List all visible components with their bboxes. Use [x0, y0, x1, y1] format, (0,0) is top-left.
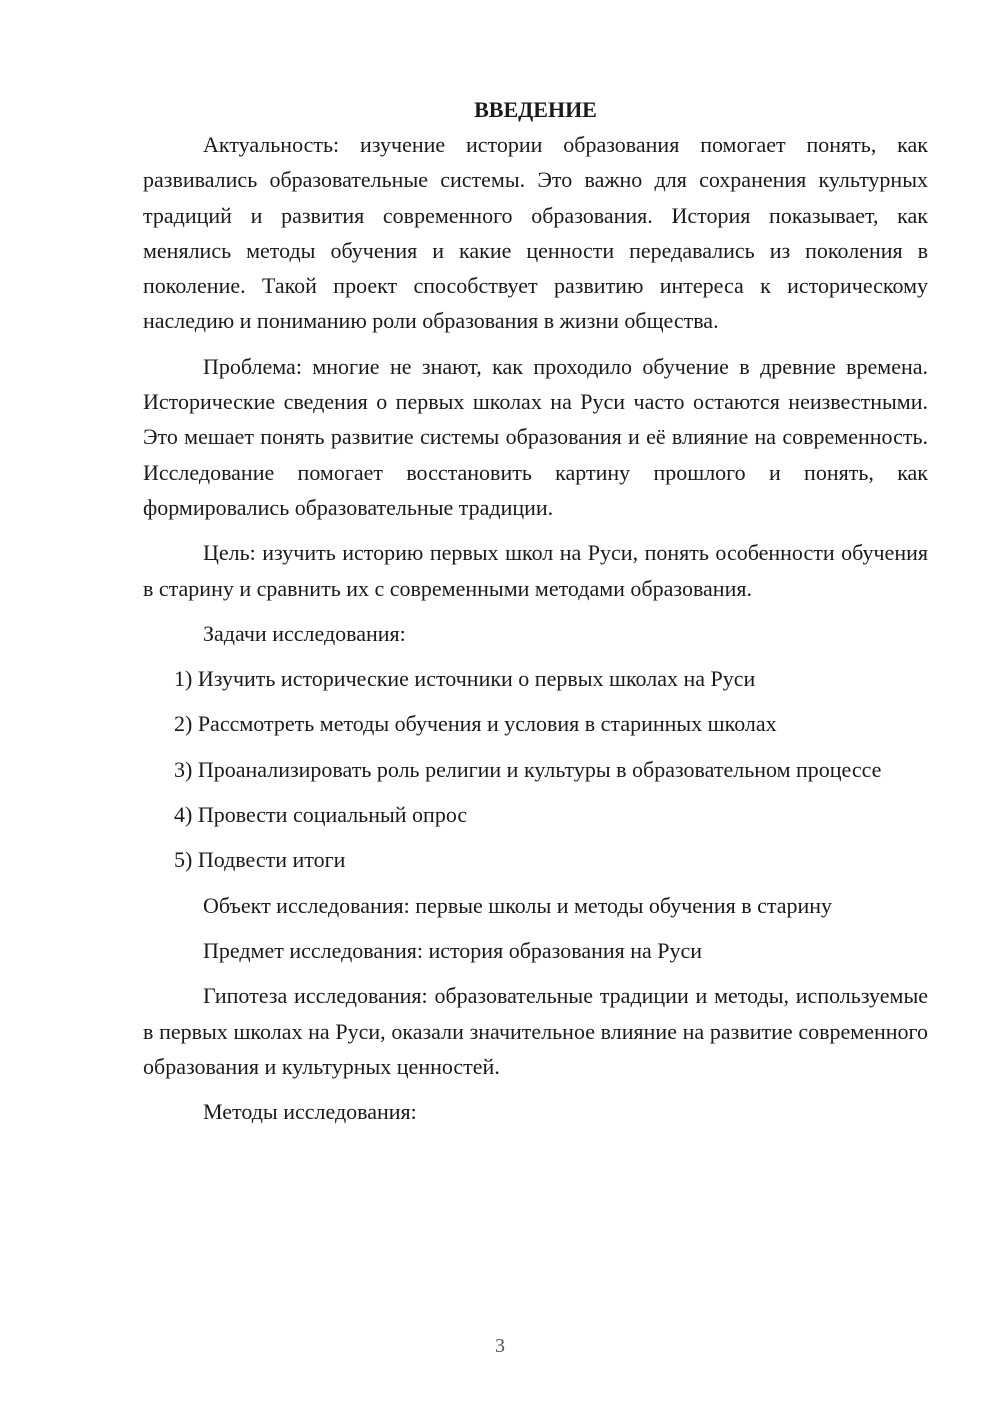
document-page	[143, 92, 928, 1139]
task-item: 5) Подвести итоги	[174, 847, 346, 873]
page-title: ВВЕДЕНИЕ	[474, 97, 597, 122]
hypothesis-paragraph: Гипотеза исследования: образовательные традиции и методы, используемые в первых школах на Руси, оказали значительное влияние на развитие современного образования и культурных ценностей.	[143, 983, 928, 1079]
subject-paragraph: Предмет исследования: история образования на Руси	[203, 937, 703, 963]
task-item: 4) Провести социальный опрос	[174, 802, 468, 828]
task-item: 2) Рассмотреть методы обучения и условия в старинных школах	[174, 711, 777, 737]
task-item: 1) Изучить исторические источники о первых школах на Руси	[174, 666, 756, 692]
goal-paragraph: Цель: изучить историю первых школ на Руси, понять особенности обучения в старину и сравнить их с современными методами образования.	[143, 540, 928, 601]
methods-heading: Методы исследования:	[203, 1099, 417, 1125]
object-paragraph: Объект исследования: первые школы и методы обучения в старину	[203, 892, 833, 918]
relevance-paragraph: Актуальность: изучение истории образования помогает понять, как развивались образовательные системы. Это важно для сохранения культурных традиций и развития современного образования. История показывает, как менялись методы обучения и какие ценности передавались из поколения в поколение. Такой проект способствует развитию интереса к историческому наследию и пониманию роли образования в жизни общества.	[143, 132, 928, 334]
task-item: 3) Проанализировать роль религии и культуры в образовательном процессе	[174, 756, 882, 782]
tasks-heading: Задачи исследования:	[203, 620, 406, 646]
page-number: 3	[495, 1335, 505, 1357]
problem-paragraph: Проблема: многие не знают, как проходило обучение в древние времена. Исторические сведения о первых школах на Руси часто остаются неизвестными. Это мешает понять развитие системы образования и её влияние на современность. Исследование помогает восстановить картину прошлого и понять, как формировались образовательные традиции.	[143, 353, 928, 520]
